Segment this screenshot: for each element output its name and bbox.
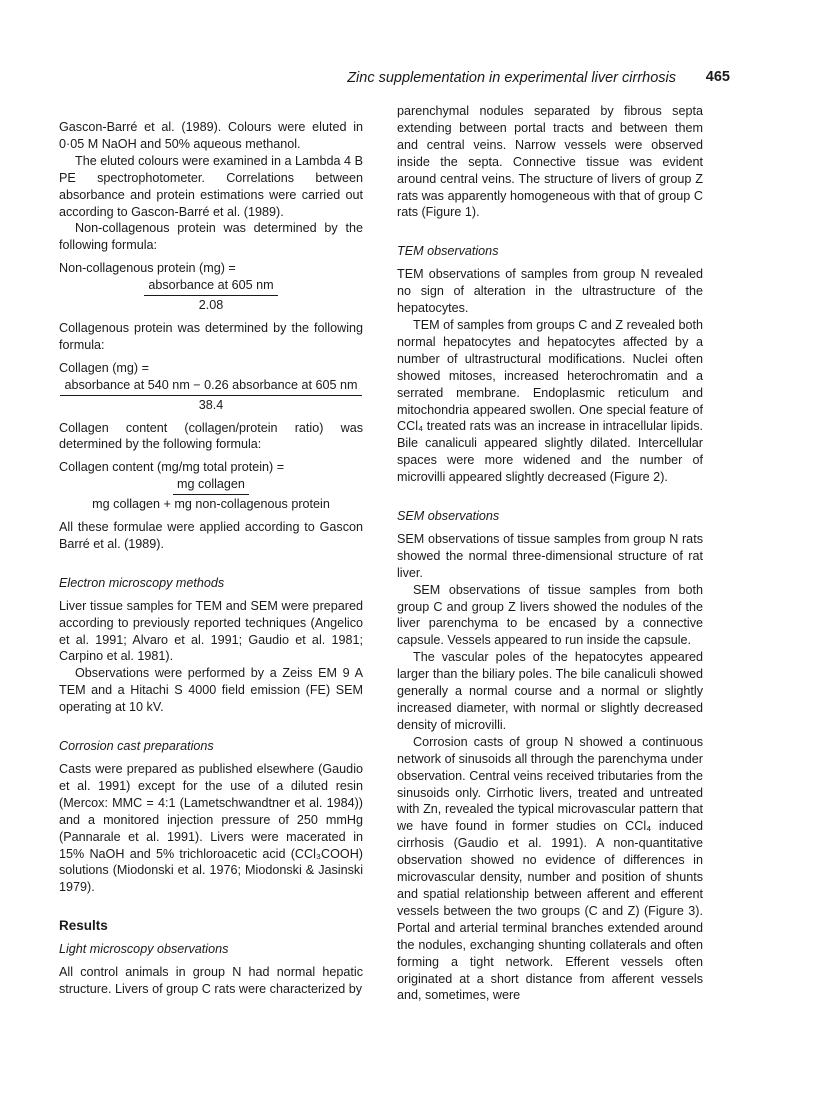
section-heading: TEM observations xyxy=(397,244,499,259)
paragraph: Liver tissue samples for TEM and SEM were prepared according to previously reported techniques (Angelico et al. 1991; Alvaro et al. 1991; Gaudio et al. 1981; Carpino et al. 1981). xyxy=(59,598,363,664)
formula-label: Collagen content (mg/mg total protein) = xyxy=(59,460,285,475)
paragraph: TEM of samples from groups C and Z revealed both normal hepatocytes and hepatocytes affected by a number of ultrastructural modifications. Nuclei often showed mitoses, increased heterochromatin and a serrated membrane. Endoplasmic reticulum and mitochondria appeared swollen. One special feature of CCl₄ treated rats was an increase in intracellular lipids. Bile canaliculi appeared slightly dilated. Intercellular spaces were more widened and the number of microvilli appeared slightly decreased (Figure 2). xyxy=(397,317,703,485)
paragraph: Collagen content (collagen/protein ratio) was determined by the following formula: xyxy=(59,420,363,452)
running-title: Zinc supplementation in experimental liver cirrhosis xyxy=(347,70,676,86)
running-header xyxy=(0,70,816,90)
left-column xyxy=(59,119,363,998)
paragraph: Casts were prepared as published elsewhere (Gaudio et al. 1991) except for the use of a diluted resin (Mercox: MMC = 4:1 (Lametschwandtner et al. 1984)) and a monitored injection pressure of 250 mmHg (Pannarale et al. 1991). Livers were macerated in 15% NaOH and 5% trichloroacetic acid (CCl₃COOH) solutions (Miodonski et al. 1976; Miodonski & Jasinski 1979). xyxy=(59,762,363,895)
section-heading: SEM observations xyxy=(397,509,500,524)
formula-fraction xyxy=(59,377,363,414)
paragraph: Gascon-Barré et al. (1989). Colours were eluted in 0·05 M NaOH and 50% aqueous methanol. xyxy=(59,120,363,151)
paragraph: The eluted colours were examined in a Lambda 4 B PE spectrophotometer. Correlations between absorbance and protein estimations were carried out according to Gascon-Barré et al. (1989). xyxy=(59,153,363,219)
paragraph: All these formulae were applied according to Gascon Barré et al. (1989). xyxy=(59,520,363,551)
formula-numerator: mg collagen xyxy=(173,476,249,495)
paragraph: TEM observations of samples from group N revealed no sign of alteration in the ultrastructure of the hepatocytes. xyxy=(397,267,703,316)
formula-label: Collagen (mg) = xyxy=(59,360,149,375)
paragraph: Corrosion casts of group N showed a continuous network of sinusoids all through the parenchyma under observation. Central veins received tributaries from the sinusoids only. Cirrhotic livers, treated and untreated with Zn, revealed the typical microvascular pattern that we have found in former studies on CCl₄ induced cirrhosis (Gaudio et al. 1991). A non-quantitative observation showed no evidence of differences in microvascular density, number and position of shunts and spatial relationship between afferent and efferent vessels between the two groups (C and Z) (Figure 3). Portal and arterial terminal branches extended around the nodules, exchanging shunting collaterals and often forming a tight network. Efferent vessels often originated at a short distance from afferent vessels and, sometimes, were xyxy=(397,734,703,1003)
paragraph: SEM observations of tissue samples from group N rats showed the normal three-dimensional structure of rat liver. xyxy=(397,531,703,580)
formula-numerator: absorbance at 540 nm − 0.26 absorbance at 605 nm xyxy=(60,377,361,396)
formula-fraction xyxy=(59,277,363,314)
section-heading: Light microscopy observations xyxy=(59,942,229,957)
paragraph: Collagenous protein was determined by the following formula: xyxy=(59,320,363,352)
formula-denominator: mg collagen + mg non-collagenous protein xyxy=(92,497,330,512)
section-heading: Corrosion cast preparations xyxy=(59,739,214,754)
paragraph: parenchymal nodules separated by fibrous septa extending between portal tracts and between them and central veins. Narrow vessels were observed inside the septa. Connective tissue was evident around central veins. The structure of livers of group Z rats was apparently homogeneous with that of group C rats (Figure 1). xyxy=(397,104,703,220)
section-heading: Electron microscopy methods xyxy=(59,575,225,590)
paragraph: SEM observations of tissue samples from both group C and group Z livers showed the nodules of the liver parenchyma to be encased by a connective capsule. Vessels appeared to run inside the capsule. xyxy=(397,582,703,648)
results-heading: Results xyxy=(59,918,108,934)
formula-denominator: 2.08 xyxy=(198,298,224,313)
formula-denominator: 38.4 xyxy=(198,397,224,412)
formula-label: Non-collagenous protein (mg) = xyxy=(59,261,236,276)
formula-fraction xyxy=(59,476,363,513)
paragraph: The vascular poles of the hepatocytes appeared larger than the biliary poles. The bile canaliculi showed generally a normal course and a normal or slightly increased diameter, with normal or slightly decreased density of microvilli. xyxy=(397,650,703,732)
formula-numerator: absorbance at 605 nm xyxy=(144,277,277,296)
right-column xyxy=(397,103,703,1004)
paragraph: All control animals in group N had normal hepatic structure. Livers of group C rats were characterized by xyxy=(59,965,363,996)
page-number: 465 xyxy=(705,69,730,85)
paragraph: Non-collagenous protein was determined by the following formula: xyxy=(59,221,363,253)
paragraph: Observations were performed by a Zeiss EM 9 A TEM and a Hitachi S 4000 field emission (FE) SEM operating at 10 kV. xyxy=(59,666,363,715)
